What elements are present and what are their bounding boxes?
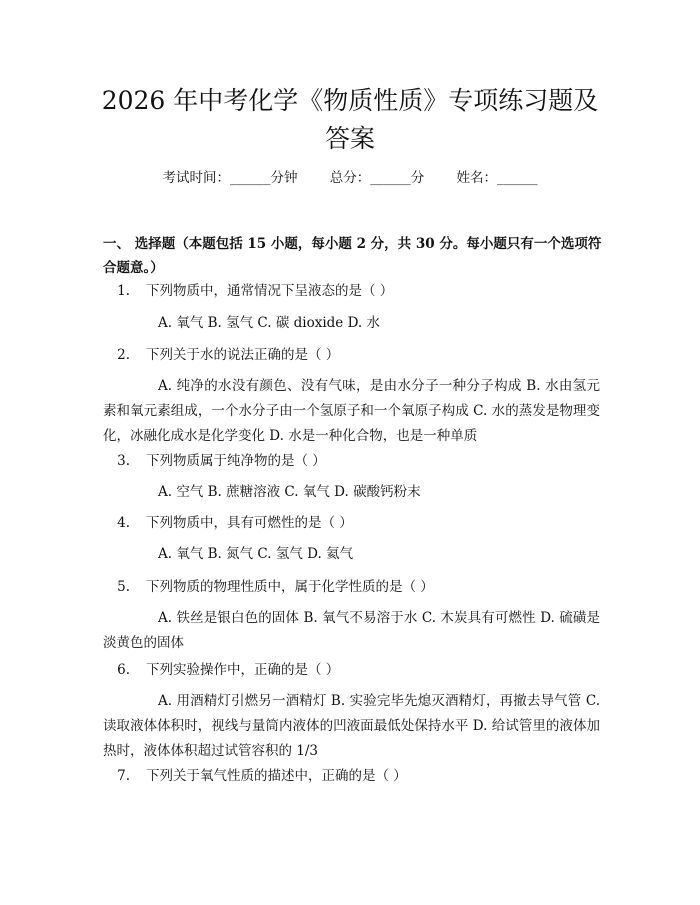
- question-number: 3.: [117, 453, 130, 469]
- question-text: 下列物质的物理性质中，属于化学性质的是（ ）: [146, 579, 434, 595]
- question-6-options: A. 用酒精灯引燃另一酒精灯 B. 实验完毕先熄灭酒精灯，再撤去导气管 C. 读取液体体积时，视线与量筒内液体的凹液面最低处保持水平 D. 给试管里的液体加热时，液体体积超过试管容积的 1/3: [103, 693, 600, 759]
- question-text: 下列物质中，具有可燃性的是（ ）: [146, 515, 353, 531]
- question-6: [103, 660, 603, 680]
- question-5: [103, 577, 603, 597]
- section-heading: 一、 选择题（本题包括 15 小题，每小题 2 分，共 30 分。每小题只有一个选项符合题意。）: [103, 236, 602, 276]
- question-number: 2.: [117, 347, 130, 363]
- question-text: 下列物质属于纯净物的是（ ）: [146, 453, 326, 469]
- question-1: [103, 281, 603, 301]
- question-5-options: A. 铁丝是银白色的固体 B. 氧气不易溶于水 C. 木炭具有可燃性 D. 硫磺是淡黄色的固体: [103, 610, 600, 651]
- question-text: 下列关于氧气性质的描述中，正确的是（ ）: [146, 768, 407, 784]
- question-2: [103, 345, 603, 365]
- question-number: 6.: [117, 662, 130, 678]
- question-text: 下列关于水的说法正确的是（ ）: [146, 347, 340, 363]
- question-4-options: A. 氧气 B. 氮气 C. 氢气 D. 氦气: [158, 546, 354, 562]
- document-title: 2026 年中考化学《物质性质》专项练习题及答案: [101, 86, 599, 153]
- exam-time-field: 考试时间：______分钟: [162, 170, 298, 186]
- question-text: 下列实验操作中，正确的是（ ）: [146, 662, 340, 678]
- question-number: 5.: [117, 579, 130, 595]
- question-number: 7.: [117, 768, 130, 784]
- question-number: 4.: [117, 515, 130, 531]
- question-3-options: A. 空气 B. 蔗糖溶液 C. 氧气 D. 碳酸钙粉末: [158, 484, 421, 500]
- question-number: 1.: [117, 283, 130, 299]
- student-name-field: 姓名：______: [456, 170, 538, 186]
- question-2-options: A. 纯净的水没有颜色、没有气味，是由水分子一种分子构成 B. 水由氢元素和氧元素组成，一个水分子由一个氢原子和一个氧原子构成 C. 水的蒸发是物理变化，冰融化成水是化学变化 D. 水是一种化合物，也是一种单质: [103, 378, 600, 444]
- question-3: [103, 451, 603, 471]
- question-text: 下列物质中，通常情况下呈液态的是（ ）: [146, 283, 394, 299]
- exam-info-line: [0, 168, 700, 188]
- question-1-options: A. 氧气 B. 氢气 C. 碳 dioxide D. 水: [158, 315, 381, 331]
- total-score-field: 总分：______分: [329, 170, 425, 186]
- question-4: [103, 513, 603, 533]
- question-7: [103, 766, 603, 786]
